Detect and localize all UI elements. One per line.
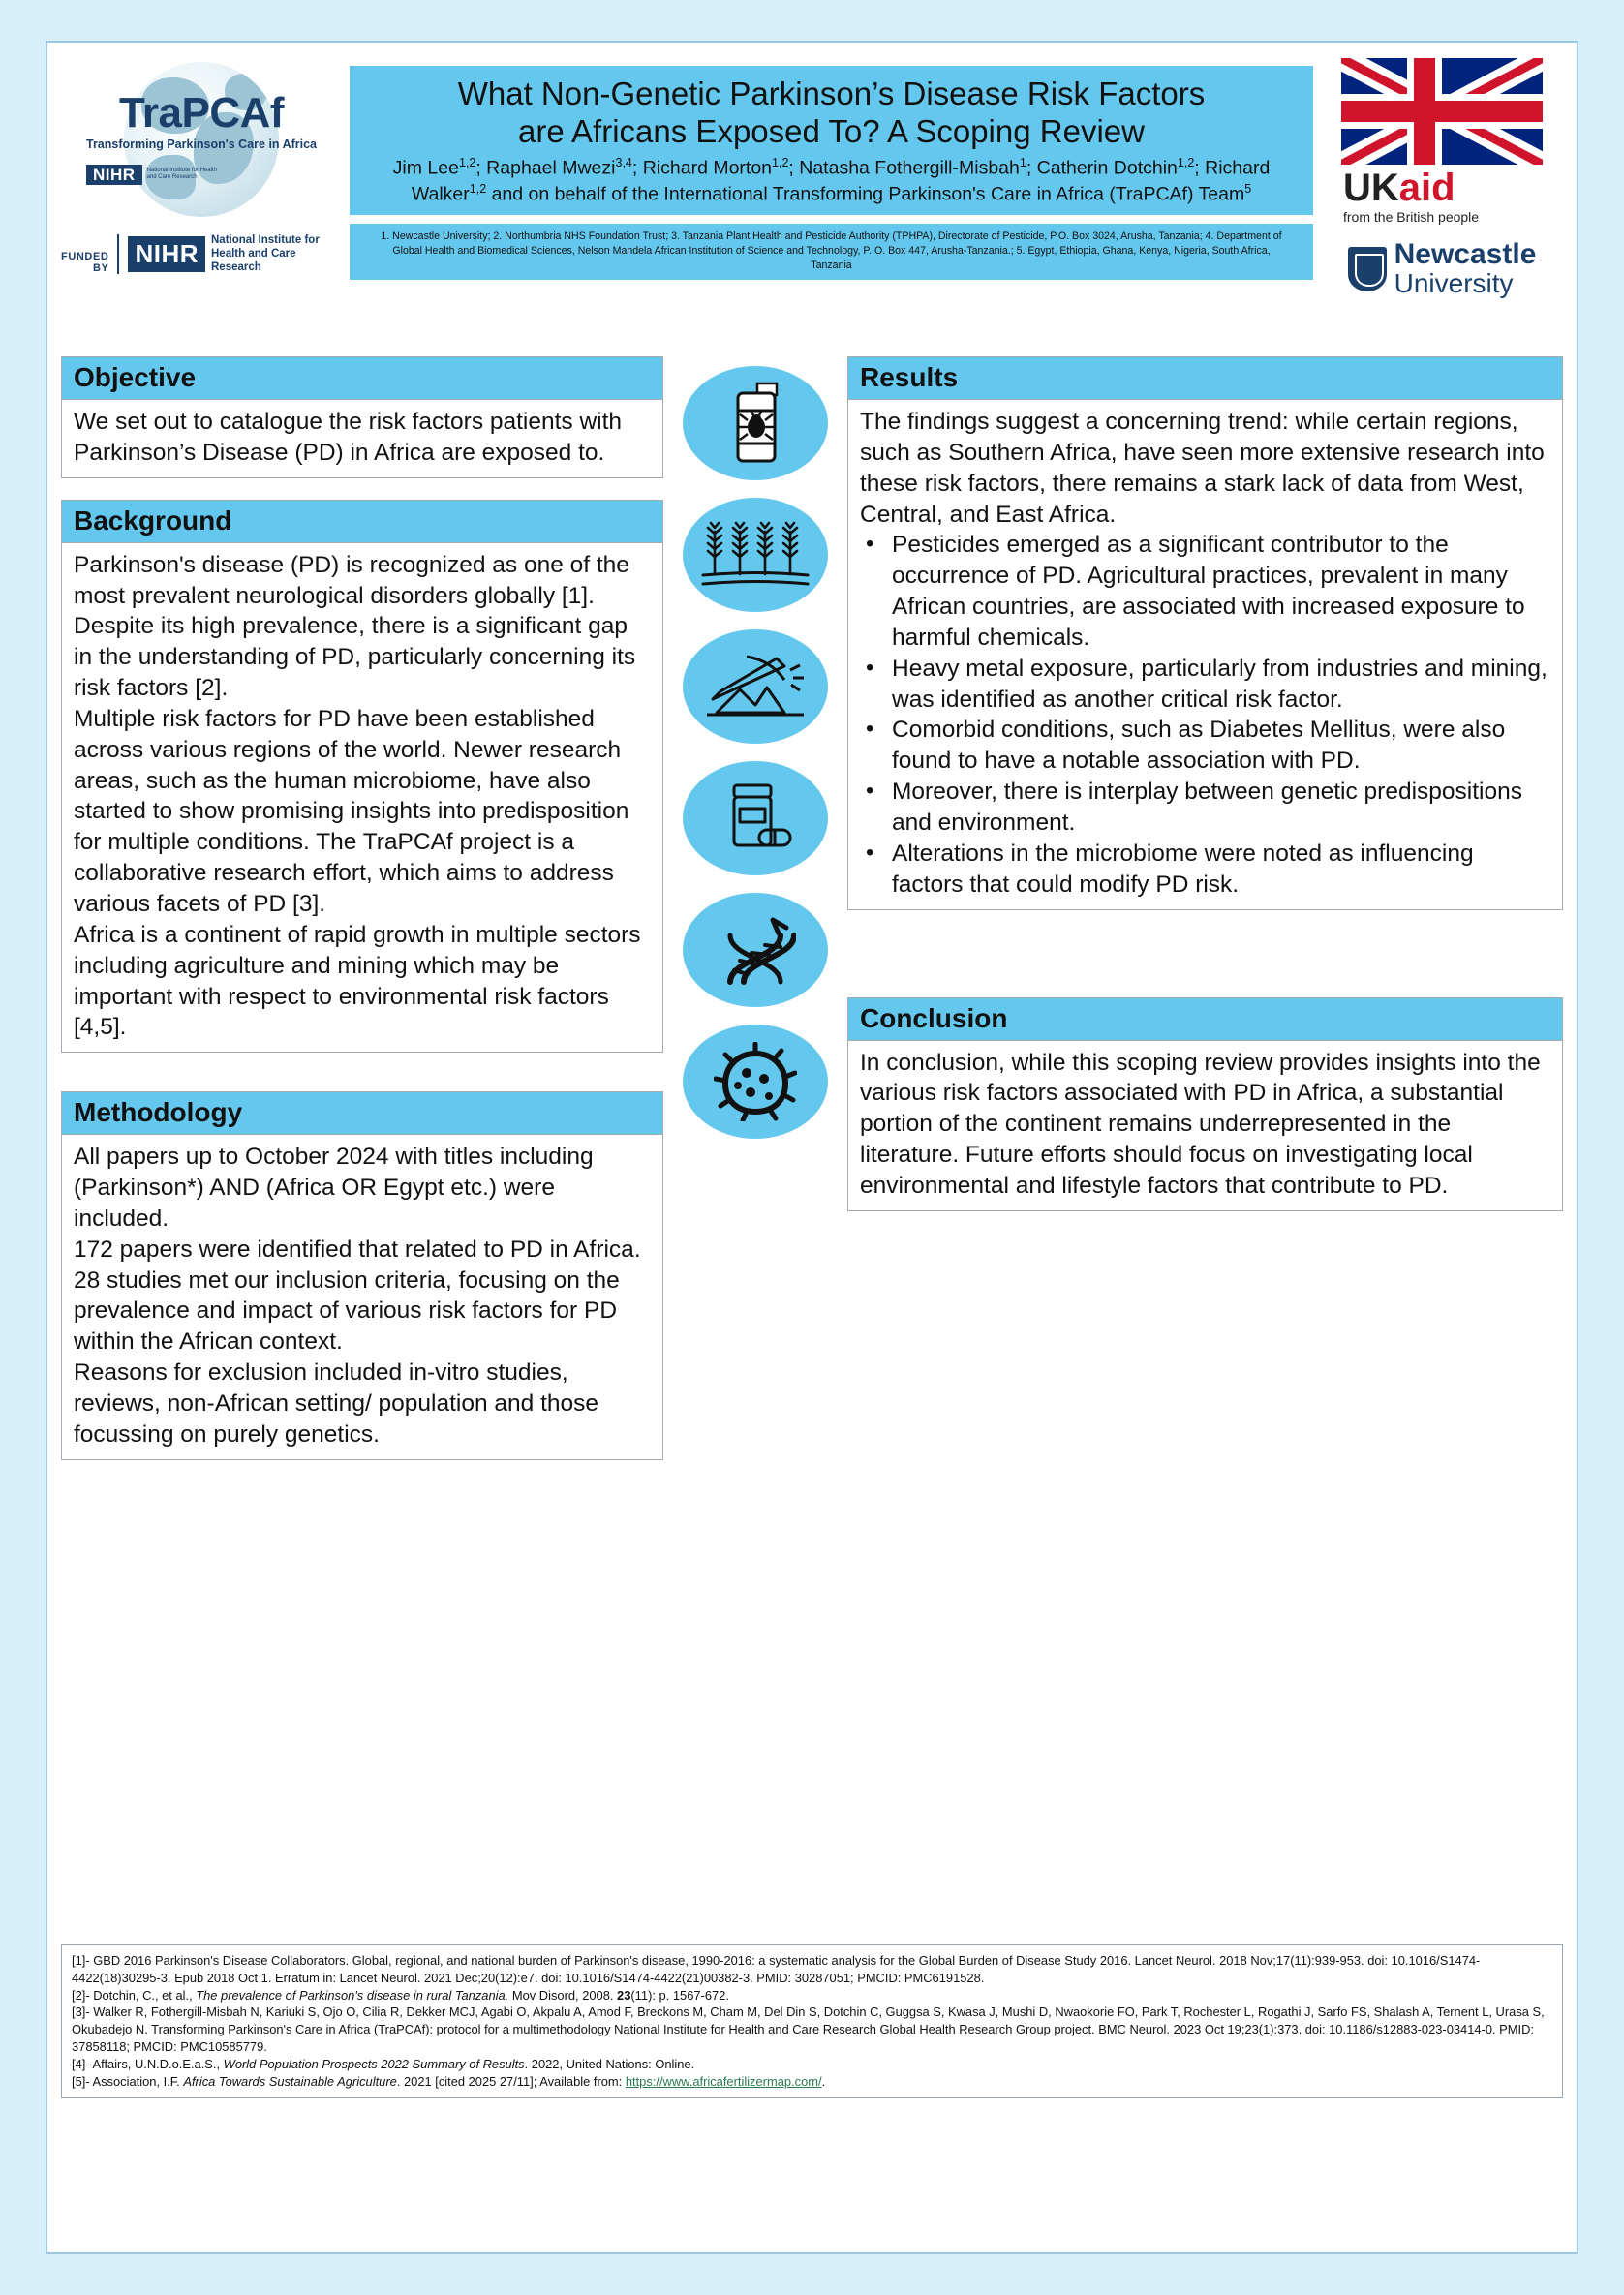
right-column xyxy=(847,356,1563,1944)
results-intro: The findings suggest a concerning trend: while certain regions, such as Southern Africa, have seen more extensive research into these risk factors, there remains a stark lack of data from West, Central, and East Africa. xyxy=(860,409,1545,528)
results-heading: Results xyxy=(847,356,1563,399)
ukaid-logo xyxy=(1341,58,1543,225)
conclusion-heading: Conclusion xyxy=(847,997,1563,1040)
results-body xyxy=(847,399,1563,910)
affiliations-note: 1. Newcastle University; 2. Northumbria NHS Foundation Trust; 3. Tanzania Plant Health and Pesticide Authority (TPHPA), Directorate of Pesticide, P.O. Box 3024, Arusha, Tanzania; 4. Department of Global Health and Biomedical Sciences, Nelson Mandela African Institution of Science and Technology, P. O. Box 447, Arusha-Tanzania.; 5. Egypt, Ethiopia, Ghana, Kenya, Nigeria, South Africa, Tanzania xyxy=(350,224,1313,280)
nihr-badge: NIHR xyxy=(86,165,142,185)
methodology-paragraph-1: All papers up to October 2024 with titles including (Parkinson*) AND (Africa OR Egypt etc.) were included. xyxy=(74,1144,594,1232)
left-column xyxy=(61,356,663,1944)
nihr-badge-large: NIHR xyxy=(128,236,205,272)
methodology-heading: Methodology xyxy=(61,1091,663,1134)
newcastle-wordmark xyxy=(1394,240,1537,297)
background-paragraph-3: Africa is a continent of rapid growth in multiple sectors including agriculture and mining which may be important with respect to environmental risk factors [4,5]. xyxy=(74,921,641,1041)
background-heading: Background xyxy=(61,500,663,542)
microbe-icon xyxy=(683,1025,828,1139)
medicine-bottle-icon xyxy=(683,761,828,875)
poster-body xyxy=(61,356,1563,1944)
ukaid-uk: UK xyxy=(1343,167,1399,209)
nihr-logo xyxy=(119,234,342,274)
union-jack-flag-icon xyxy=(1341,58,1543,165)
methodology-panel xyxy=(61,1091,663,1459)
background-paragraph-1: Parkinson's disease (PD) is recognized as one of the most prevalent neurological disorders globally [1]. Despite its high prevalence, there is a significant gap in the understanding of PD, particularly concerning its risk factors [2]. xyxy=(74,551,636,702)
page-title-line-1: What Non-Genetic Parkinson’s Disease Risk Factors xyxy=(457,76,1206,111)
ukaid-main-text xyxy=(1343,168,1543,207)
reference-item: [2]- Dotchin, C., et al., The prevalence of Parkinson's disease in rural Tanzania. Mov Disord, 2008. 23(11): p. 1567-672. xyxy=(72,1987,729,2003)
reference-item: [5]- Association, I.F. Africa Towards Sustainable Agriculture. 2021 [cited 2025 27/11]; Available from: https://www.africafertilizermap.com/. xyxy=(72,2073,826,2089)
conclusion-paragraph: In conclusion, while this scoping review provides insights into the various risk factors associated with PD in Africa, a substantial portion of the continent remains underrepresented in the literature. Future efforts should focus on investigating local environmental and lifestyle factors that contribute to PD. xyxy=(860,1049,1541,1199)
header-title-block xyxy=(342,52,1321,343)
funded-by-label: FUNDED BY xyxy=(61,234,119,274)
references-panel xyxy=(61,1944,1563,2098)
conclusion-panel xyxy=(847,997,1563,1211)
reference-link[interactable]: https://www.africafertilizermap.com/ xyxy=(625,2073,822,2089)
results-bullet-list xyxy=(860,530,1550,900)
reference-item: [4]- Affairs, U.N.D.o.E.a.S., World Population Prospects 2022 Summary of Results. 2022, United Nations: Online. xyxy=(72,2056,695,2071)
header-logos-left xyxy=(61,52,342,343)
background-panel xyxy=(61,500,663,1054)
results-bullet: • Alterations in the microbiome were noted as influencing factors that could modify PD risk. xyxy=(860,839,1550,901)
dna-helix-icon xyxy=(683,893,828,1007)
icon-column xyxy=(663,356,847,1944)
objective-paragraph: We set out to catalogue the risk factors patients with Parkinson’s Disease (PD) in Africa are exposed to. xyxy=(74,409,623,466)
results-bullet: • Heavy metal exposure, particularly from industries and mining, was identified as another critical risk factor. xyxy=(860,654,1550,716)
conclusion-body xyxy=(847,1040,1563,1211)
nihr-badge-caption: National Institute for Health and Care Research xyxy=(146,168,217,181)
newcastle-university-logo xyxy=(1348,240,1537,297)
results-bullet: • Comorbid conditions, such as Diabetes Mellitus, were also found to have a notable association with PD. xyxy=(860,715,1550,777)
reference-italic-title: The prevalence of Parkinson's disease in rural Tanzania. xyxy=(196,1987,509,2003)
ukaid-subtitle: from the British people xyxy=(1343,209,1480,225)
page-title-line-2: are Africans Exposed To? A Scoping Review xyxy=(518,112,1145,149)
page-title xyxy=(365,76,1298,151)
poster-sheet xyxy=(46,41,1578,2254)
funded-by-nihr-logo xyxy=(61,234,342,274)
ukaid-aid: aid xyxy=(1398,167,1455,209)
reference-italic-title: Africa Towards Sustainable Agriculture xyxy=(183,2073,397,2089)
header-logos-right xyxy=(1321,52,1563,343)
nihr-large-caption: National Institute for Health and Care Research xyxy=(211,234,320,273)
results-bullet: • Moreover, there is interplay between genetic predispositions and environment. xyxy=(860,777,1550,839)
trapcaf-nihr-lockup xyxy=(86,165,317,185)
objective-panel xyxy=(61,356,663,478)
objective-heading: Objective xyxy=(61,356,663,399)
poster-header xyxy=(61,52,1563,343)
newcastle-line-2: University xyxy=(1394,267,1514,298)
trapcaf-logo xyxy=(83,56,321,221)
title-banner xyxy=(350,66,1313,215)
trapcaf-tagline: Transforming Parkinson's Care in Africa xyxy=(86,138,317,152)
reference-italic-title: World Population Prospects 2022 Summary of Results xyxy=(223,2056,525,2071)
results-bullet: • Pesticides emerged as a significant contributor to the occurrence of PD. Agricultural practices, prevalent in many African countries, are associated with increased exposure to harmful chemicals. xyxy=(860,530,1550,653)
newcastle-line-1: Newcastle xyxy=(1394,238,1537,270)
reference-item: [1]- GBD 2016 Parkinson's Disease Collaborators. Global, regional, and national burden of Parkinson's disease, 1990-2016: a systematic analysis for the Global Burden of Disease Study 2016. Lancet Neurol. 2018 Nov;17(11):939-953. doi: 10.1016/S1474-4422(18)30295-3. Epub 2018 Oct 1. Erratum in: Lancet Neurol. 2021 Dec;20(12):e7. doi: 10.1016/S1474-4422(21)00382-3. PMID: 30287051; PMCID: PMC6191528. xyxy=(72,1953,1481,1985)
background-paragraph-2: Multiple risk factors for PD have been established across various regions of the world. Newer research areas, such as the human microbiome, have also started to show promising insights into predisposition for multiple conditions. The TraPCAf project is a collaborative research effort, which aims to address various facets of PD [3]. xyxy=(74,705,629,917)
mining-pickaxe-icon xyxy=(683,629,828,744)
trapcaf-logo-text xyxy=(86,89,317,185)
author-list: Jim Lee$^{1,2}$; Raphael Mwezi$^{3,4}$; Richard Morton$^{1,2}$; Natasha Fothergill-Misbah$^1$; Catherin Dotchin$^{1,2}$; Richard Walker$^{1,2}$ and on behalf of the International Transforming Parkinson's Care in Africa (TraPCAf) Team$^5$ xyxy=(392,155,1271,205)
pesticide-bottle-icon xyxy=(683,366,828,480)
methodology-body xyxy=(61,1134,663,1459)
wheat-crops-icon xyxy=(683,498,828,612)
background-body xyxy=(61,542,663,1054)
results-panel xyxy=(847,356,1563,910)
ukaid-wordmark xyxy=(1341,168,1543,225)
reference-item: [3]- Walker R, Fothergill-Misbah N, Kariuki S, Ojo O, Cilia R, Dekker MCJ, Agabi O, Akpalu A, Amod F, Breckons M, Cham M, Del Din S, Dotchin C, Guggsa S, Kwasa J, Mushi D, Nwaokorie FO, Park T, Rochester L, Rogathi J, Sarfo FS, Shalash A, Ternent L, Urasa S, Okubadejo N. Transforming Parkinson's Care in Africa (TraPCAf): protocol for a multimethodology National Institute for Health and Care Research Global Health Research Group project. BMC Neurol. 2023 Oct 19;23(1):373. doi: 10.1186/s12883-023-03414-0. PMID: 37858118; PMCID: PMC10585779. xyxy=(72,2004,1545,2054)
methodology-paragraph-2: 172 papers were identified that related to PD in Africa. 28 studies met our inclusion criteria, focusing on the prevalence and impact of various risk factors for PD within the African context. xyxy=(74,1236,641,1356)
shield-icon xyxy=(1348,247,1387,291)
methodology-paragraph-3: Reasons for exclusion included in-vitro studies, reviews, non-African setting/ population and those focussing on purely genetics. xyxy=(74,1360,599,1448)
trapcaf-wordmark: TraPCAf xyxy=(118,89,285,138)
objective-body xyxy=(61,399,663,478)
